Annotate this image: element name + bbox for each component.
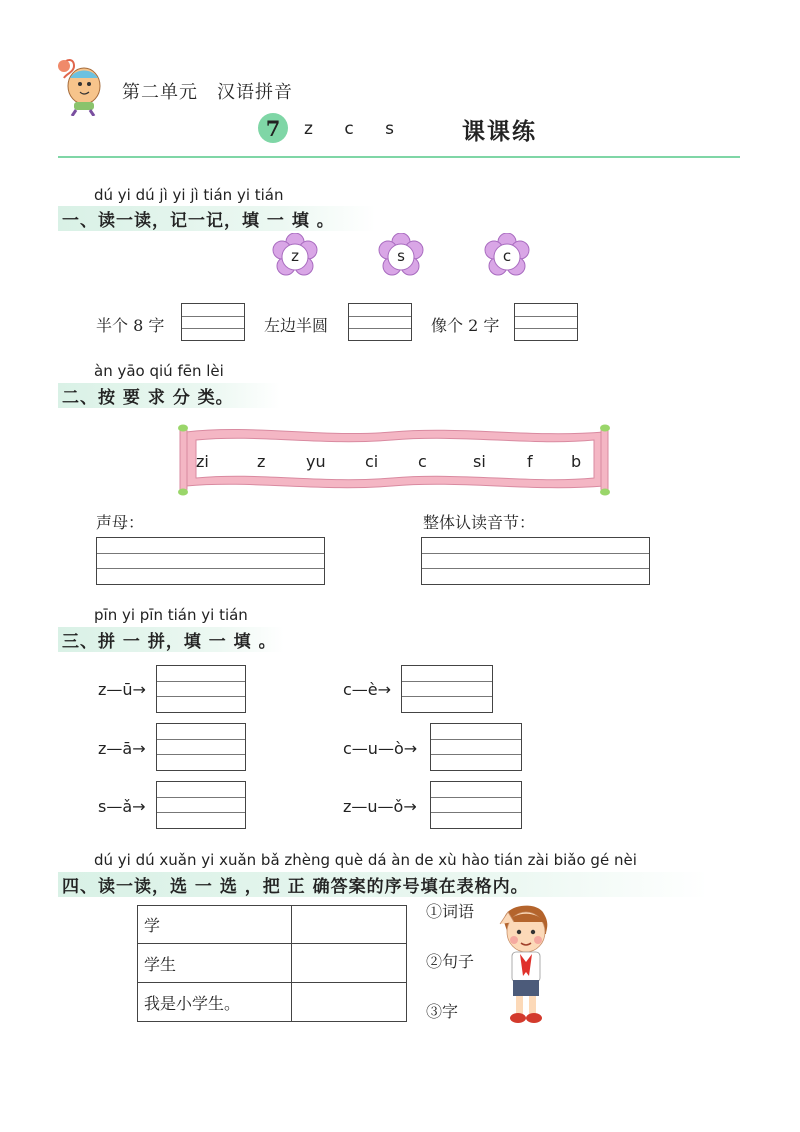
clue-label: 像个 2 字 [431,316,500,335]
table-item-cell: 我是小学生。 [138,983,292,1022]
table-answer-cell[interactable] [292,906,407,944]
section3-pinyin: pīn yi pīn tián yi tián [94,606,248,624]
connector-line-icon: — [106,797,123,816]
connector-line-icon: — [351,797,368,816]
flower-letter: c [502,247,512,265]
letter-scroll [172,424,616,496]
scroll-item: b [571,452,582,471]
scroll-item: ci [365,452,379,471]
table-item-cell: 学生 [138,944,292,983]
unit-title: 第二单元 汉语拼音 [122,82,293,103]
whole-syllable-label: 整体认读音节： [423,513,536,532]
spelling-part: z [98,680,107,699]
section4-pinyin: dú yi dú xuǎn yi xuǎn bǎ zhèng què dá àn de xù hào tián zài biǎo gé nèi [94,851,637,869]
table-answer-cell[interactable] [292,983,407,1022]
spelling-part: u [367,739,378,758]
table-answer-cell[interactable] [292,944,407,983]
flower-c [483,233,531,285]
scroll-item: si [473,452,486,471]
lesson-letter: z [304,119,315,139]
student-illustration [496,900,556,1026]
spelling-part: ǎ [122,797,133,816]
connector-line-icon: — [377,797,394,816]
connector-line-icon: — [351,739,368,758]
answer-option: ③字 [426,1002,459,1021]
spelling-part: ū [122,680,133,699]
spelling-part: c [343,739,352,758]
section2-title: 二、按 要 求 分 类。 [58,383,280,408]
scroll-item: f [527,452,533,471]
connector-line-icon: — [351,680,368,699]
spelling-sequence [98,739,146,758]
spelling-sequence [343,739,417,758]
clue-label: 左边半圆 [264,316,329,335]
classification-table [137,905,407,1022]
spelling-answer-box[interactable] [156,781,246,829]
answer-box[interactable] [181,303,245,341]
lesson-number-badge: 7 [258,113,288,143]
section2-pinyin: àn yāo qiú fēn lèi [94,362,224,380]
initials-answer-box[interactable] [96,537,325,585]
spelling-part: u [367,797,378,816]
answer-option: ②句子 [426,952,475,971]
section4-title: 四、读一读，选 一 选 ，把 正 确答案的序号填在表格内。 [58,872,708,897]
table-row [138,983,407,1022]
section3-title: 三、拼 一 拼，填 一 填 。 [58,627,284,652]
section1-title: 一、读一读，记一记，填 一 填 。 [58,206,376,231]
spelling-part: s [98,797,107,816]
spelling-sequence [343,680,391,699]
lesson-letters [304,119,418,139]
connector-line-icon: — [106,680,123,699]
spelling-part: z [98,739,107,758]
spelling-part: ǒ [393,797,404,816]
spelling-part: c [343,680,352,699]
table-row [138,906,407,944]
arrow-icon: → [377,680,392,699]
practice-label: 课课练 [462,119,537,145]
lesson-letter: c [344,119,356,139]
spelling-answer-box[interactable] [401,665,493,713]
arrow-icon: → [403,797,417,816]
spelling-sequence [343,797,417,816]
answer-option: ①词语 [426,902,475,921]
scroll-item: yu [306,452,326,471]
spelling-answer-box[interactable] [156,665,246,713]
clue-label: 半个 8 字 [96,316,165,335]
mascot-illustration [56,56,108,116]
table-item-cell: 学 [138,906,292,944]
connector-line-icon: — [377,739,394,758]
arrow-icon: → [403,739,418,758]
flower-z [271,233,319,285]
spelling-answer-box[interactable] [430,723,522,771]
spelling-part: ò [393,739,404,758]
lesson-letter: s [385,119,396,139]
spelling-part: z [343,797,352,816]
flower-s [377,233,425,285]
answer-box[interactable] [348,303,412,341]
spelling-part: ā [122,739,133,758]
flower-letter: s [397,247,405,265]
header-divider [58,156,740,158]
scroll-banner-icon [172,424,616,496]
section1-pinyin: dú yi dú jì yi jì tián yi tián [94,186,284,204]
spelling-part: è [367,680,378,699]
spelling-answer-box[interactable] [430,781,522,829]
scroll-item: z [257,452,266,471]
initials-label: 声母： [96,513,145,532]
connector-line-icon: — [106,739,123,758]
table-row [138,944,407,983]
answer-box[interactable] [514,303,578,341]
arrow-icon: → [132,680,146,699]
spelling-sequence [98,680,146,699]
spelling-sequence [98,797,146,816]
flower-letter: z [291,247,299,265]
syllable-answer-box[interactable] [421,537,650,585]
scroll-item: zi [196,452,209,471]
arrow-icon: → [132,739,146,758]
scroll-item: c [418,452,427,471]
spelling-answer-box[interactable] [156,723,246,771]
arrow-icon: → [132,797,146,816]
